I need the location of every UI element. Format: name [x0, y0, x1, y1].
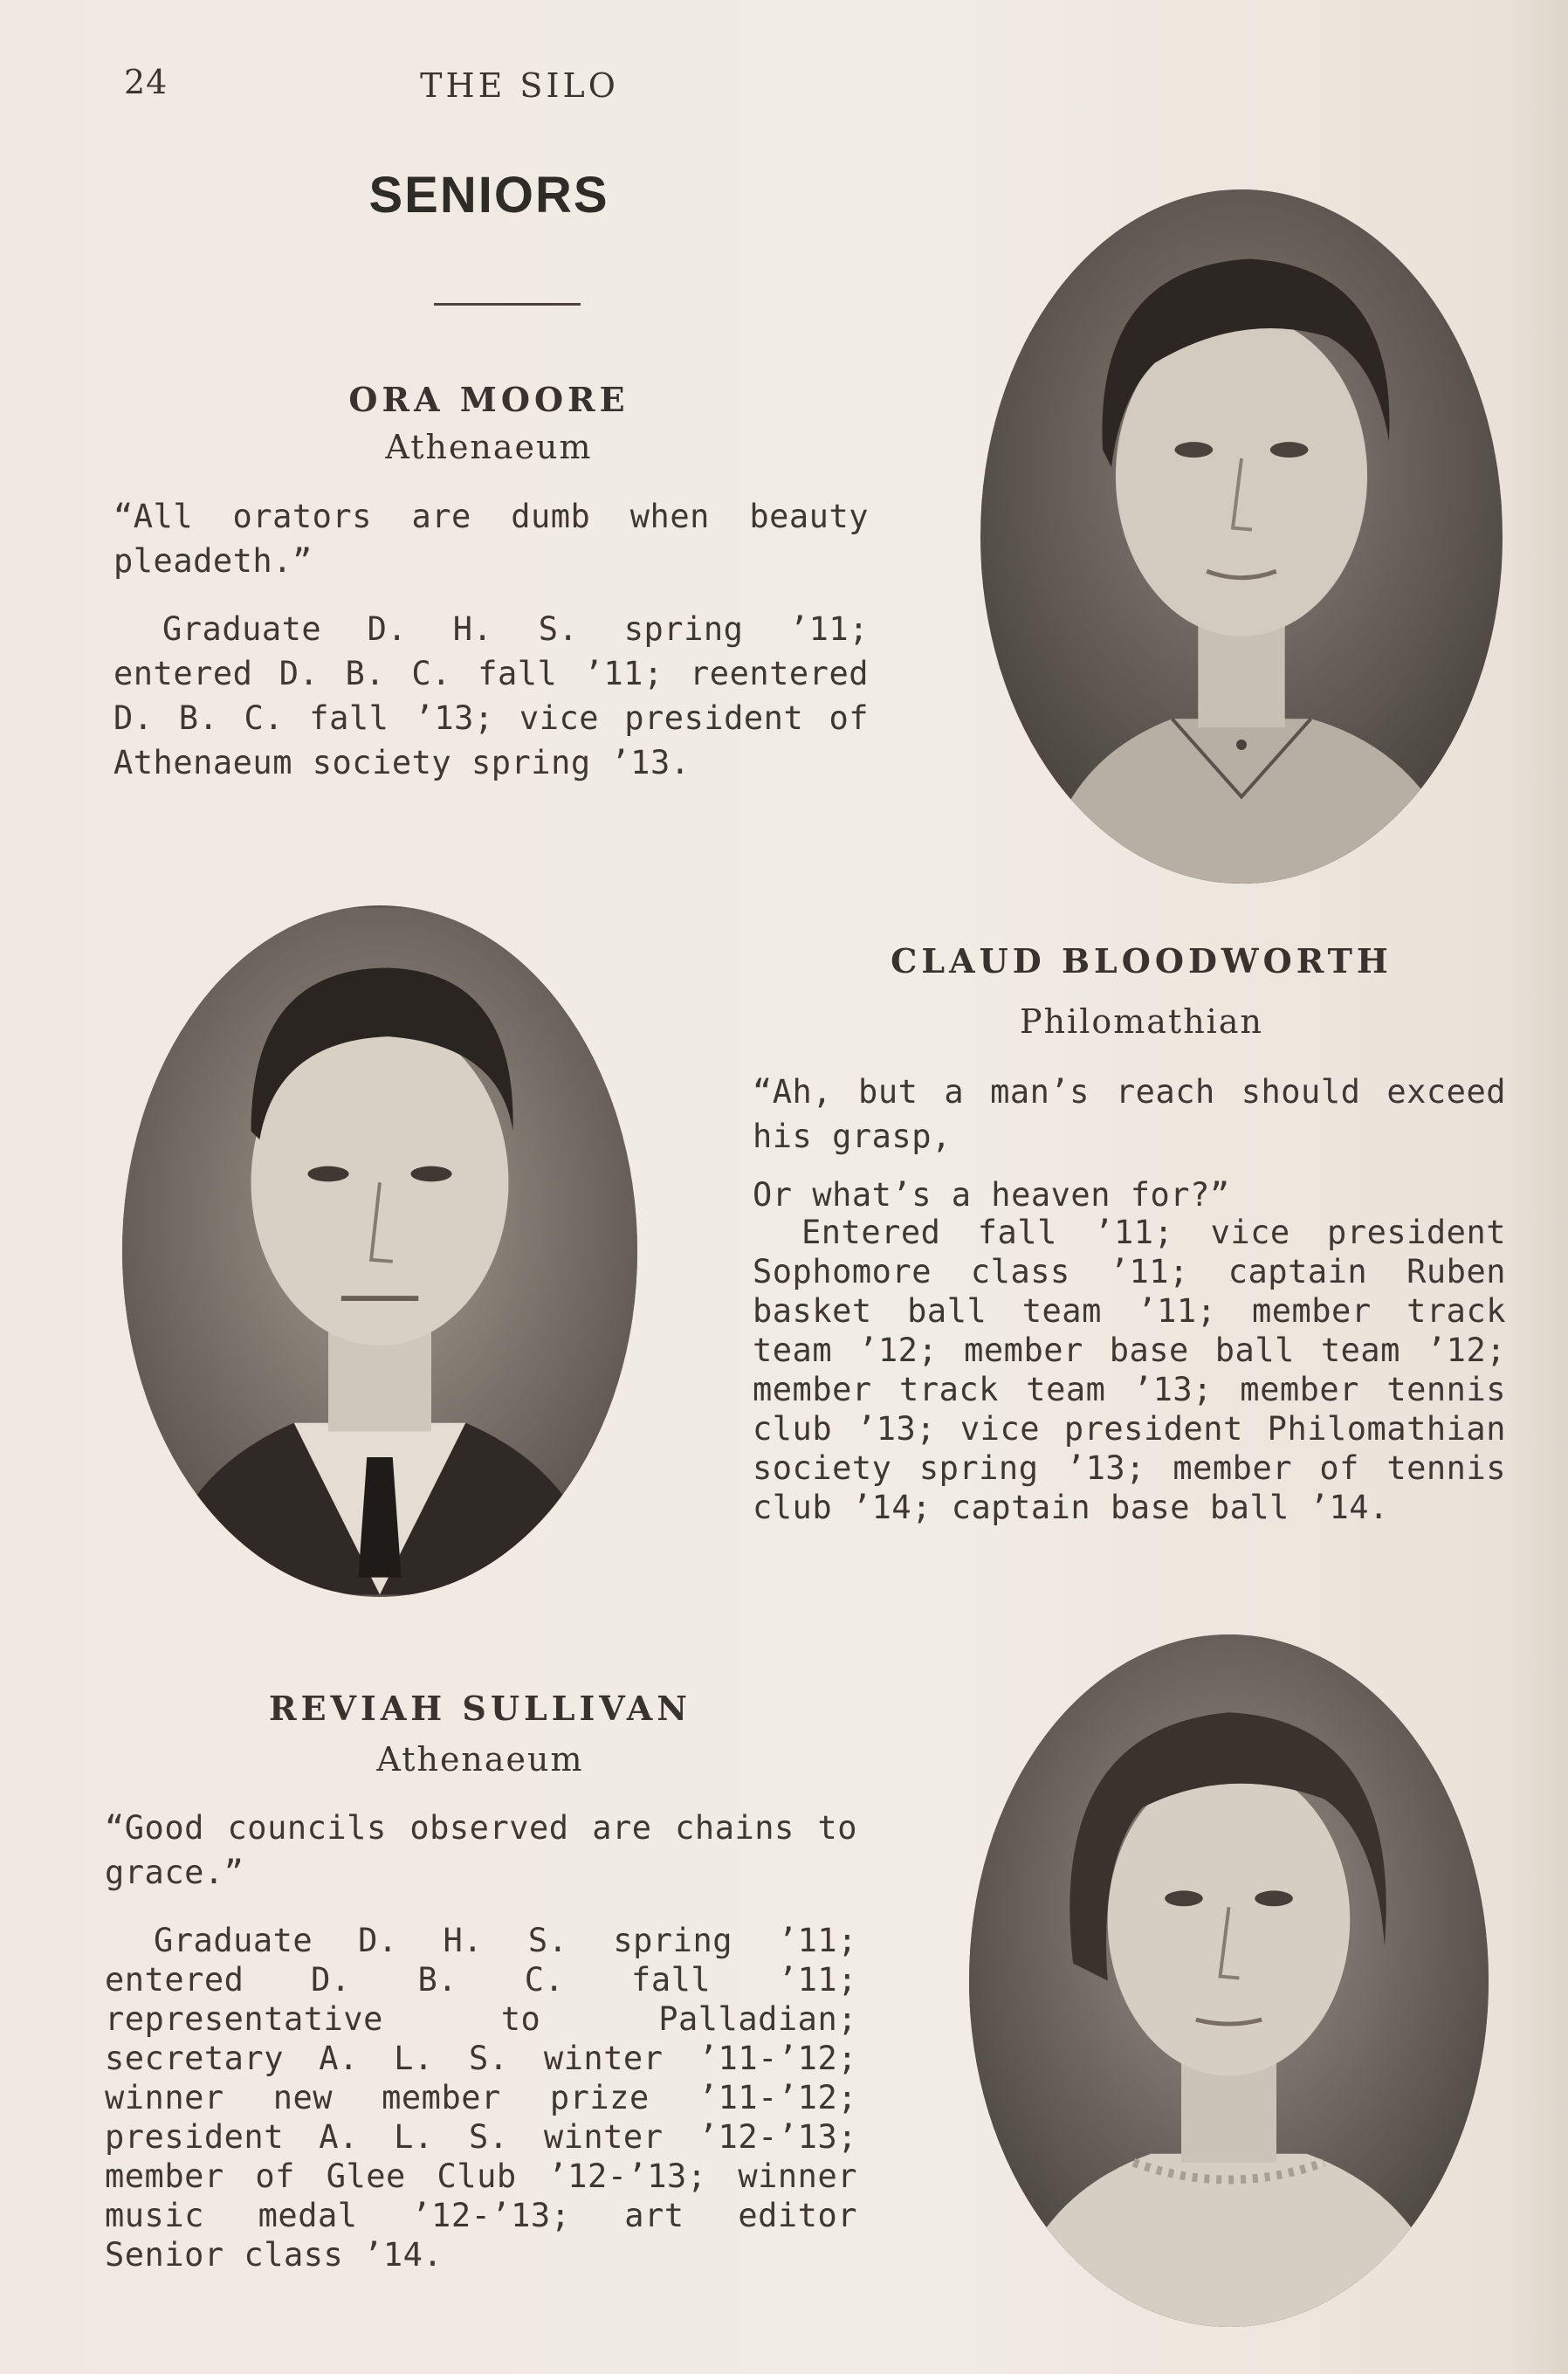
entry-society-reviah-sullivan: Athenaeum: [376, 1740, 584, 1779]
portrait-woman-short-hair-icon: [980, 189, 1503, 884]
running-title: THE SILO: [420, 66, 619, 105]
portrait-woman-lace-collar-icon: [969, 1634, 1489, 2327]
portrait-man-suit-icon: [122, 905, 637, 1597]
section-title: SENIORS: [368, 167, 609, 224]
portrait-ora-moore: [980, 189, 1503, 884]
entry-quote-reviah-sullivan: “Good councils observed are chains to grace.”: [105, 1809, 857, 1891]
entry-name-ora-moore: ORA MOORE: [348, 380, 629, 419]
title-divider: [434, 303, 581, 306]
entry-bio-reviah-sullivan: Graduate D. H. S. spring ’11; entered D. B. C. fall ’11; representative to Palladian; secretary A. L. S. winter ’11-’12; winner new member prize ’11-’12; president A. L. S. winter ’12-’13; member of Glee Club ’12-’13; winner music medal ’12-’13; art editor Senior class ’14.: [105, 1922, 857, 2274]
portrait-claud-bloodworth: [122, 905, 637, 1597]
entry-quote1-claud-bloodworth: “Ah, but a man’s reach should exceed his grasp,: [753, 1073, 1506, 1155]
entry-quote-ora-moore: “All orators are dumb when beauty pleadeth.”: [113, 498, 869, 580]
entry-name-claud-bloodworth: CLAUD BLOODWORTH: [891, 941, 1393, 981]
entry-bio-ora-moore: Graduate D. H. S. spring ’11; entered D. B. C. fall ’11; reentered D. B. C. fall ’13; vice president of Athenaeum society spring ’13.: [113, 610, 869, 781]
entry-society-claud-bloodworth: Philomathian: [1020, 1002, 1263, 1041]
portrait-reviah-sullivan: [969, 1634, 1489, 2327]
page-number: 24: [124, 63, 168, 101]
entry-bio-claud-bloodworth: Entered fall ’11; vice president Sophomore class ’11; captain Ruben basket ball team ’11; member track team ’12; member base ball team ’12; member track team ’13; member tennis club ’13; vice president Philomathian society spring ’13; member of tennis club ’14; captain base ball ’14.: [753, 1214, 1506, 1526]
entry-name-reviah-sullivan: REVIAH SULLIVAN: [269, 1689, 691, 1728]
entry-quote2-claud-bloodworth: Or what’s a heaven for?”: [753, 1176, 1230, 1214]
entry-society-ora-moore: Athenaeum: [385, 428, 593, 466]
